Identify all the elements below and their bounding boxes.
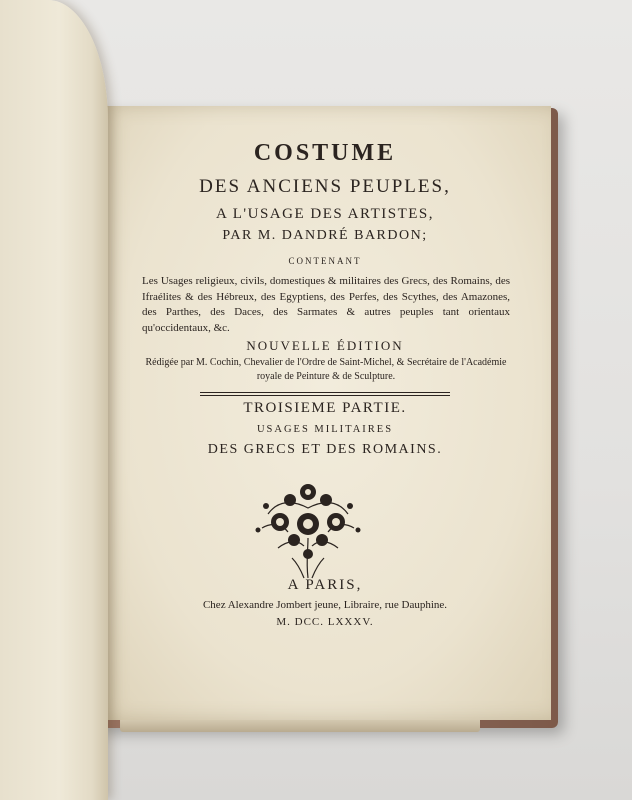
divider-rule — [200, 392, 450, 393]
edition-line: NOUVELLE ÉDITION — [246, 338, 404, 353]
book-page-block — [120, 718, 480, 732]
place-line: A PARIS, — [287, 577, 363, 593]
date-line: M. DCC. LXXXV. — [276, 616, 374, 628]
usages-militaires: USAGES MILITAIRES — [256, 424, 394, 435]
title-usage-artistes: A L'USAGE DES ARTISTES, — [216, 206, 434, 222]
divider-rule-thin — [200, 395, 450, 396]
grecs-romains: DES GRECS ET DES ROMAINS. — [207, 442, 443, 457]
author-line: PAR M. DANDRÉ BARDON; — [222, 228, 428, 243]
floral-bouquet-icon — [248, 470, 368, 582]
editor-paragraph: Rédigée par M. Cochin, Chevalier de l'Ordre de Saint-Michel, & Secrétaire de l'Académie royale de Peinture & de Sculpture. — [145, 357, 507, 382]
title-anciens-peuples: DES ANCIENS PEUPLES, — [199, 176, 451, 197]
usages-paragraph: Les Usages religieux, civils, domestiques & militaires des Grecs, des Romains, des Ifraélites & des Hébreux, des Egyptiens, des Perfes, des Scythes, des Amazones, des Parthes, des Daces, des Sarmates & autres peuples tant orientaux qu'occidentaux, &c. — [142, 275, 510, 334]
left-page-curl — [0, 0, 108, 800]
part-heading: TROISIEME PARTIE. — [243, 400, 407, 416]
title-costume: COSTUME — [253, 140, 397, 166]
publisher-line: Chez Alexandre Jombert jeune, Libraire, rue Dauphine. — [202, 599, 448, 611]
contenant-label: CONTENANT — [288, 256, 362, 266]
